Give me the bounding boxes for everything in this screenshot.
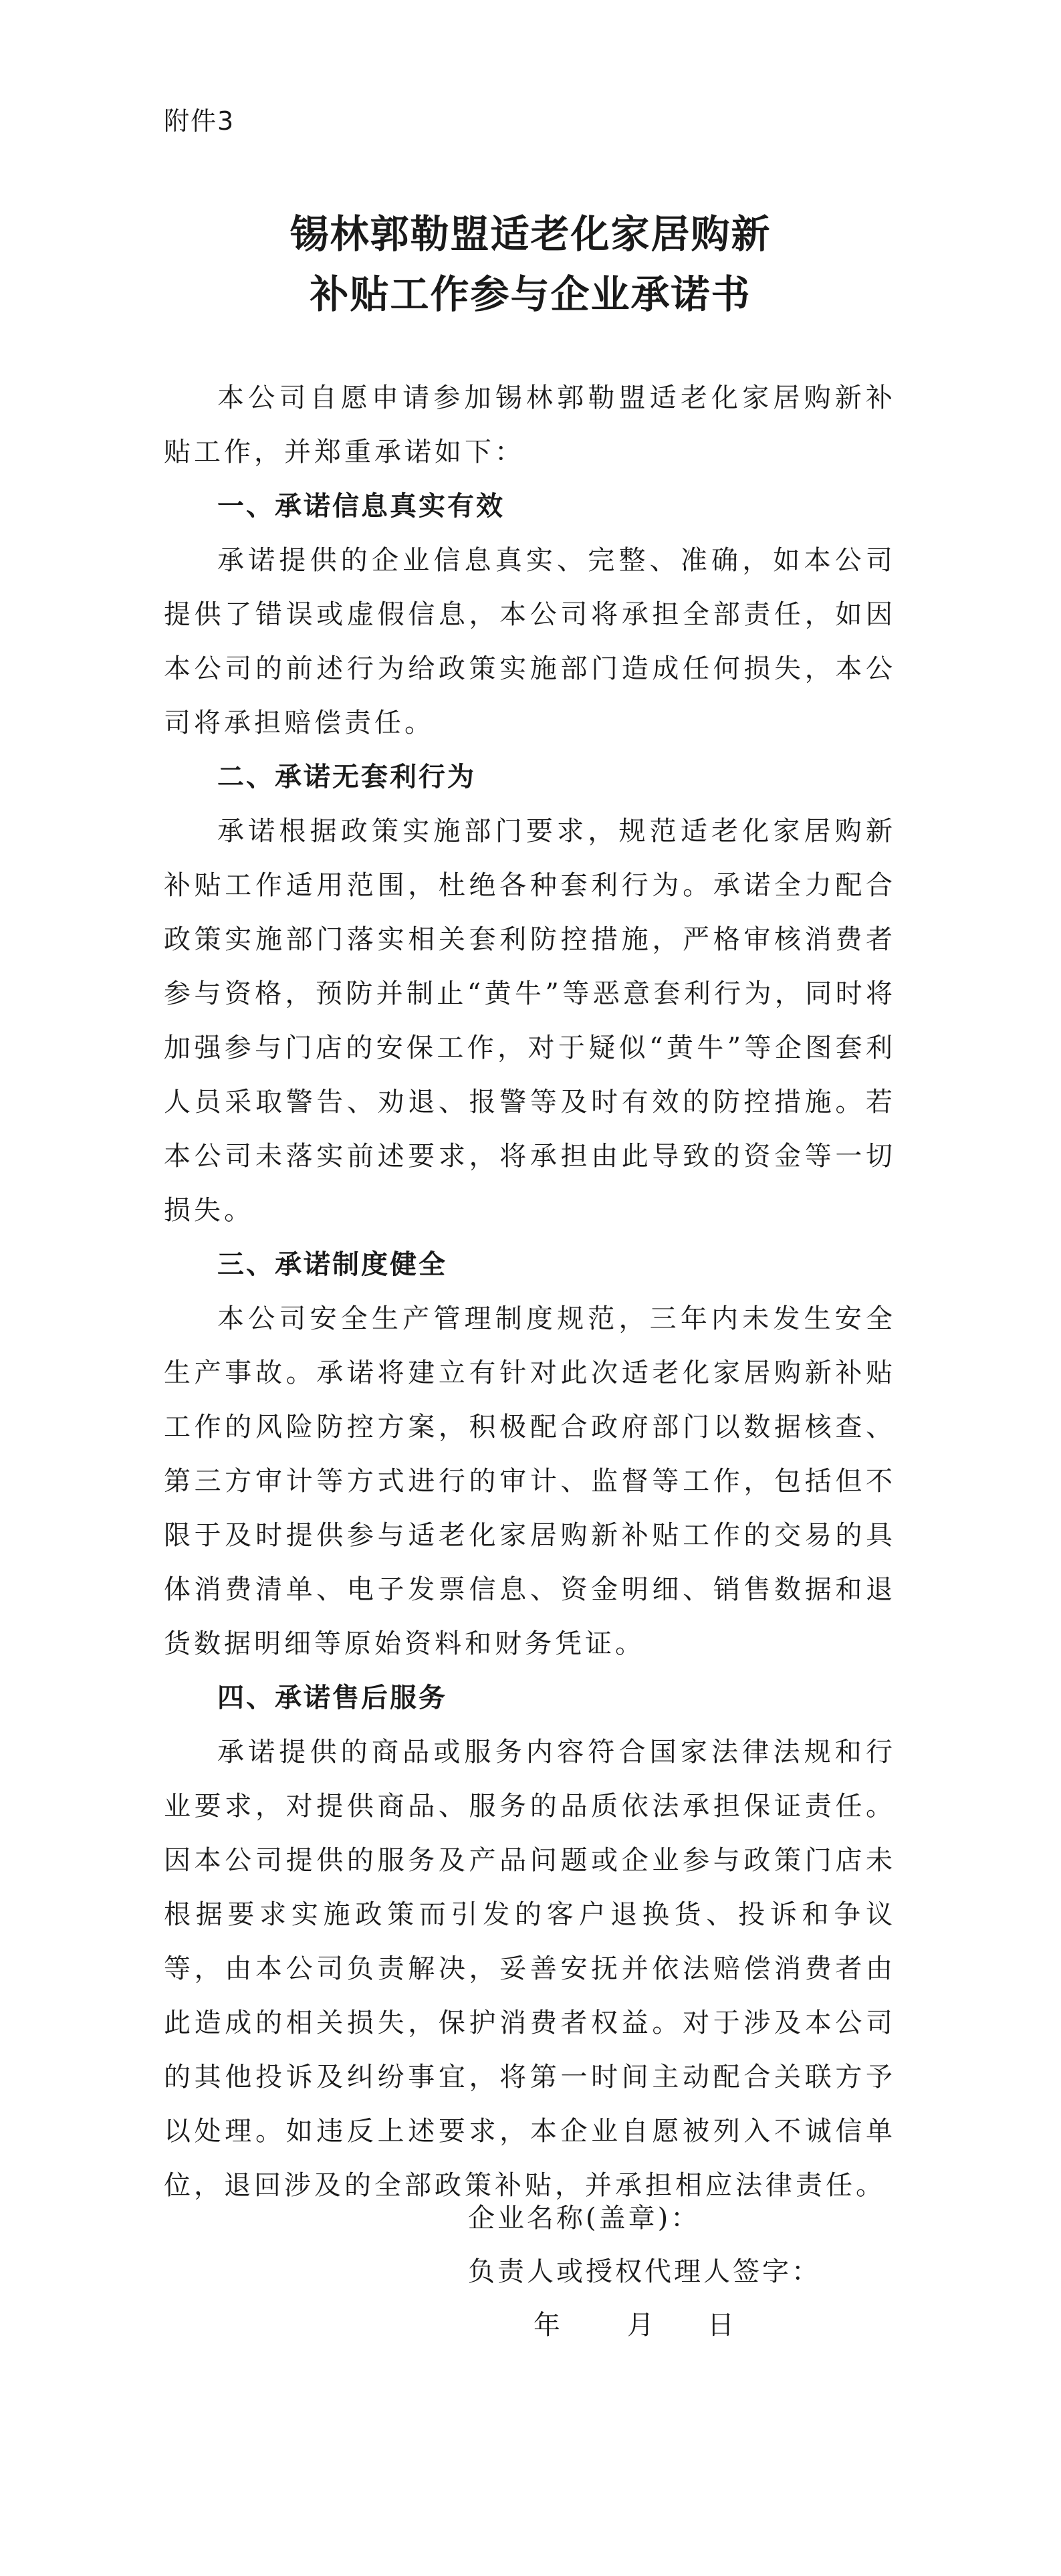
document-body [164, 371, 896, 2213]
section-4-text: 承诺提供的商品或服务内容符合国家法律法规和行业要求，对提供商品、服务的品质依法承担保证责任。因本公司提供的服务及产品问题或企业参与政策门店未根据要求实施政策而引发的客户退换货、投诉和争议等，由本公司负责解决，妥善安抚并依法赔偿消费者由此造成的相关损失，保护消费者权益。对于涉及本公司的其他投诉及纠纷事宜，将第一时间主动配合关联方予以处理。如违反上述要求，本企业自愿被列入不诚信单位，退回涉及的全部政策补贴，并承担相应法律责任。 [164, 1737, 896, 2201]
title-line-1: 锡林郭勒盟适老化家居购新 [289, 211, 772, 257]
section-1-heading: 一、承诺信息真实有效 [217, 491, 505, 522]
date-month-label: 月 [627, 2310, 654, 2341]
attachment-label: 附件3 [164, 106, 235, 136]
section-1-text: 承诺提供的企业信息真实、完整、准确，如本公司提供了错误或虚假信息，本公司将承担全部责任，如因本公司的前述行为给政策实施部门造成任何损失，本公司将承担赔偿责任。 [164, 545, 896, 738]
representative-signature-line: 负责人或授权代理人签字： [468, 2256, 821, 2287]
date-year-label: 年 [534, 2310, 560, 2341]
date-day-label: 日 [707, 2310, 734, 2341]
section-3-text: 本公司安全生产管理制度规范，三年内未发生安全生产事故。承诺将建立有针对此次适老化家居购新补贴工作的风险防控方案，积极配合政府部门以数据核查、第三方审计等方式进行的审计、监督等工作，包括但不限于及时提供参与适老化家居购新补贴工作的交易的具体消费清单、电子发票信息、资金明细、销售数据和退货数据明细等原始资料和财务凭证。 [164, 1303, 896, 1659]
title-line-2: 补贴工作参与企业承诺书 [310, 272, 751, 317]
company-name-signature-line: 企业名称(盖章)： [468, 2203, 701, 2234]
section-2-text: 承诺根据政策实施部门要求，规范适老化家居购新补贴工作适用范围，杜绝各种套利行为。承诺全力配合政策实施部门落实相关套利防控措施，严格审核消费者参与资格，预防并制止“黄牛”等恶意套利行为，同时将加强参与门店的安保工作，对于疑似“黄牛”等企图套利人员采取警告、劝退、报警等及时有效的防控措施。若本公司未落实前述要求，将承担由此导致的资金等一切损失。 [164, 816, 896, 1226]
section-3-heading: 三、承诺制度健全 [217, 1249, 447, 1280]
intro-paragraph: 本公司自愿申请参加锡林郭勒盟适老化家居购新补贴工作，并郑重承诺如下： [164, 383, 896, 467]
section-4-heading: 四、承诺售后服务 [217, 1683, 447, 1713]
section-2-heading: 二、承诺无套利行为 [217, 762, 476, 792]
document-title [0, 204, 1061, 324]
